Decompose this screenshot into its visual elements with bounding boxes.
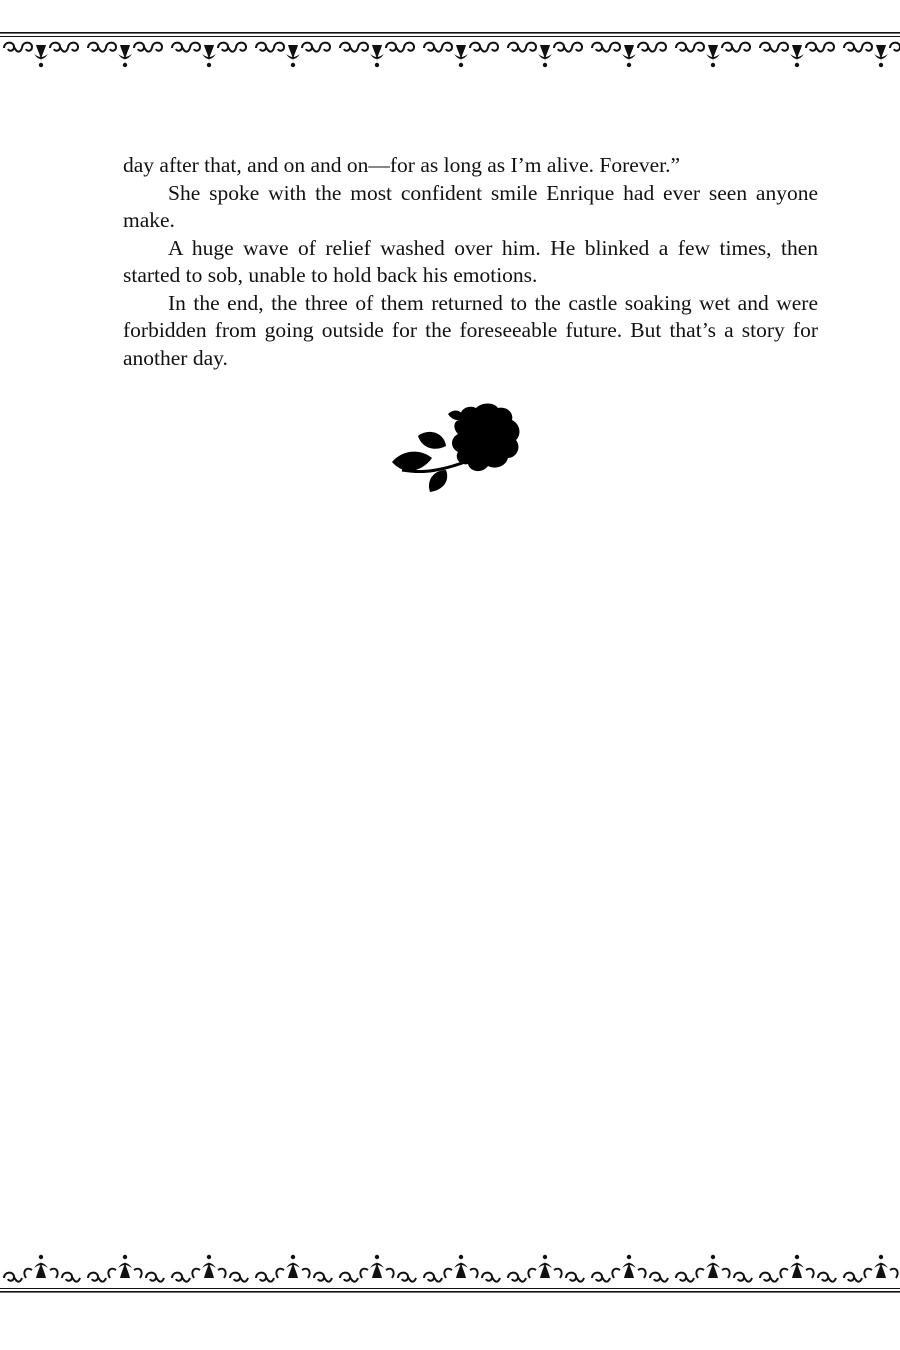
paragraph-2: She spoke with the most confident smile Enrique had ever seen anyone make. [123,180,818,232]
paragraph-1: day after that, and on and on—for as long as I’m alive. Forever.” [123,153,681,177]
rose-silhouette-icon [388,400,533,495]
top-ornamental-border [0,28,900,78]
story-text [123,152,818,372]
bottom-ornamental-border [0,1250,900,1300]
paragraph-4: In the end, the three of them returned to the castle soaking wet and were forbidden from going outside for the foreseeable future. But that’s a story for another day. [123,290,818,370]
paragraph-3: A huge wave of relief washed over him. He blinked a few times, then started to sob, unable to hold back his emotions. [123,235,818,287]
